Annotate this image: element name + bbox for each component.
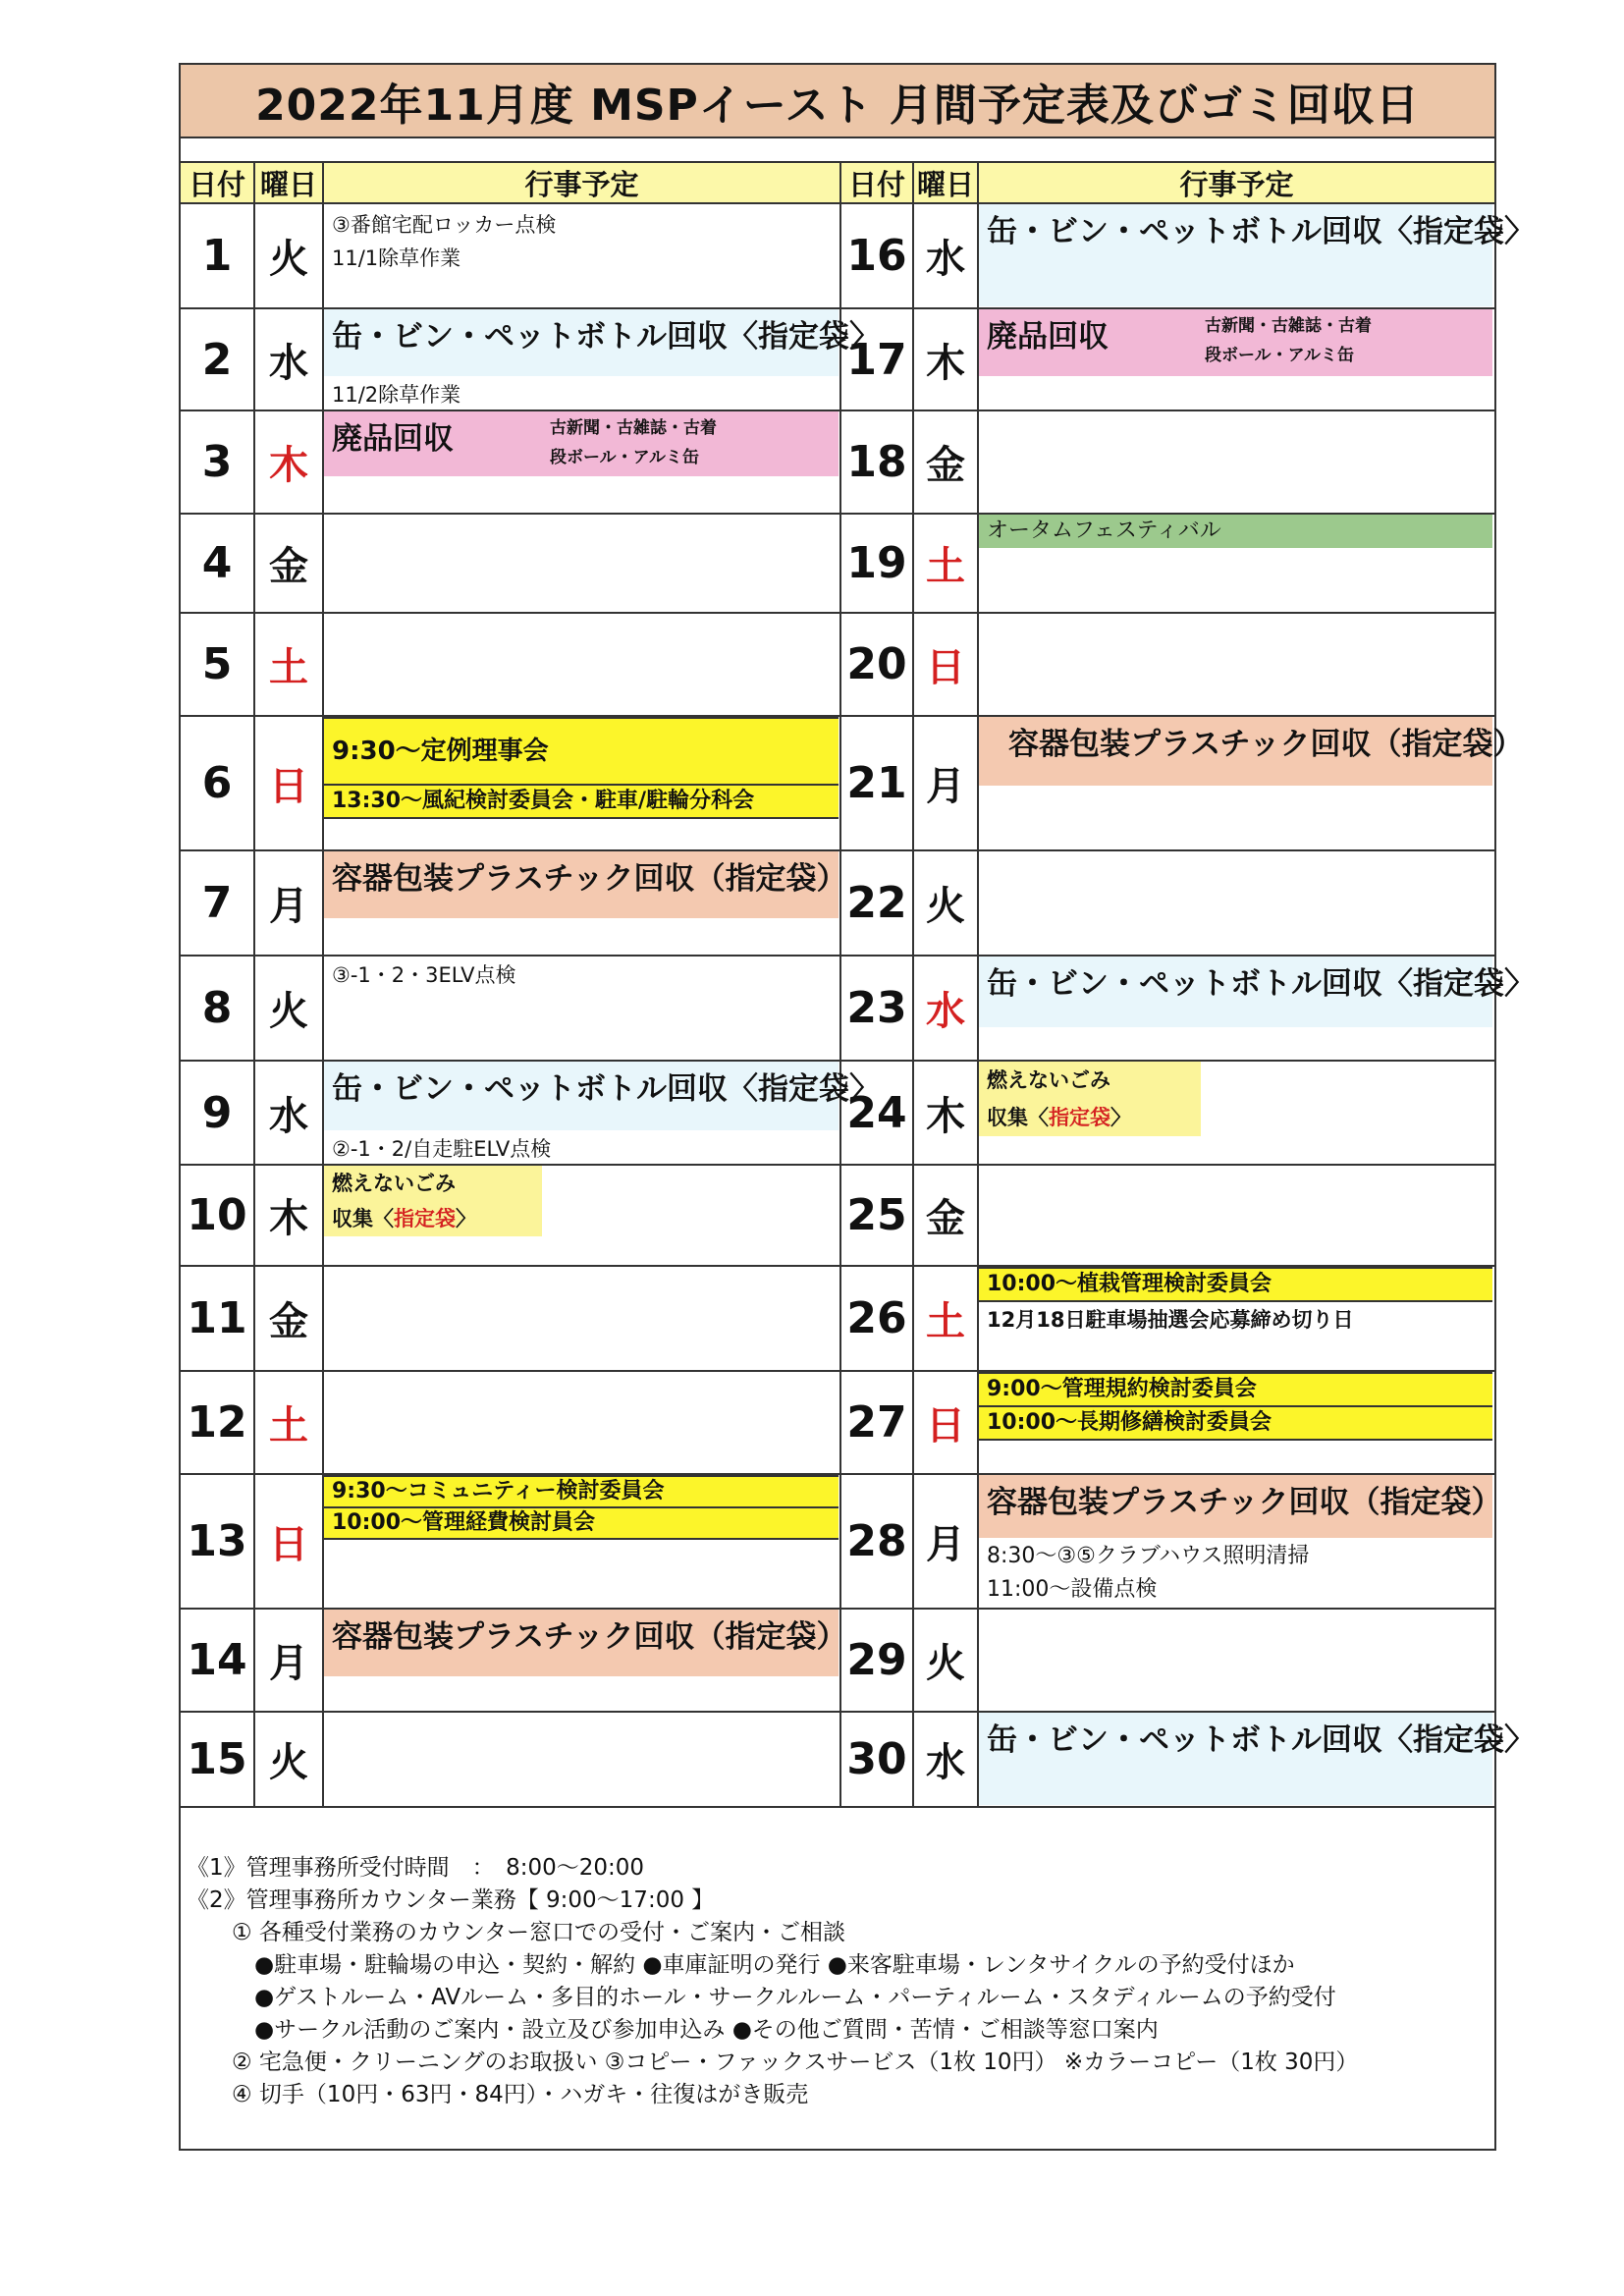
schedule-row — [841, 1166, 1494, 1267]
events-cell — [979, 515, 1494, 612]
schedule-row — [841, 1372, 1494, 1475]
day-number: 2 — [181, 309, 255, 410]
weekday: 火 — [914, 1610, 979, 1711]
schedule-row — [181, 957, 841, 1062]
event-item: 10:00～植栽管理検討委員会 — [979, 1267, 1492, 1302]
event-item: 11:00～設備点検 — [987, 1577, 1158, 1602]
event-item: 容器包装プラスチック回収（指定袋） — [324, 1610, 839, 1676]
weekday: 水 — [255, 309, 324, 410]
day-number: 11 — [181, 1267, 255, 1370]
schedule-row — [841, 204, 1535, 309]
weekday: 火 — [255, 1713, 324, 1806]
weekday: 金 — [914, 411, 979, 513]
schedule-row — [841, 1475, 1502, 1610]
event-item: 容器包装プラスチック回収（指定袋） — [324, 851, 839, 918]
day-number: 9 — [181, 1062, 255, 1164]
event-subnote: 段ボール・アルミ缶 — [1205, 346, 1354, 365]
day-number: 6 — [181, 717, 255, 849]
day-number: 18 — [841, 411, 914, 513]
day-number: 5 — [181, 614, 255, 715]
weekday: 水 — [914, 204, 979, 307]
page-title: 2022年11月度 MSPイースト 月間予定表及びゴミ回収日 — [181, 65, 1494, 138]
events-cell — [324, 717, 841, 849]
day-number: 15 — [181, 1713, 255, 1806]
events-cell — [324, 957, 841, 1060]
events-cell — [324, 1267, 841, 1370]
weekday: 水 — [914, 957, 979, 1060]
designated-bag-label: 指定袋 — [1049, 1106, 1110, 1129]
event-item: 燃えないごみ — [324, 1166, 542, 1201]
day-number: 19 — [841, 515, 914, 612]
day-number: 25 — [841, 1166, 914, 1265]
day-number: 22 — [841, 851, 914, 955]
schedule-row — [841, 1610, 1494, 1713]
schedule-row — [181, 717, 841, 851]
schedule-row — [181, 1475, 841, 1610]
event-item: 12月18日駐車場抽選会応募締め切り日 — [987, 1308, 1354, 1332]
weekday: 水 — [255, 1062, 324, 1164]
day-number: 17 — [841, 309, 914, 410]
event-subnote: 段ボール・アルミ缶 — [550, 448, 699, 467]
event-item: 缶・ビン・ペットボトル回収〈指定袋〉 — [324, 309, 839, 376]
events-cell — [979, 957, 1535, 1060]
schedule-row — [181, 1372, 841, 1475]
events-cell — [324, 1166, 841, 1265]
event-item: 廃品回収 古新聞・古雑誌・古着 段ボール・アルミ缶 — [324, 411, 839, 476]
note-line: ① 各種受付業務のカウンター窓口での受付・ご案内・ご相談 — [187, 1920, 846, 1945]
events-cell — [979, 1475, 1502, 1608]
events-cell — [324, 614, 841, 715]
schedule-row — [841, 851, 1494, 957]
event-item: 廃品回収 古新聞・古雑誌・古着 段ボール・アルミ缶 — [979, 309, 1492, 376]
header-weekday: 曜日 — [914, 161, 979, 204]
events-cell — [979, 1713, 1535, 1806]
day-number: 30 — [841, 1713, 914, 1806]
office-notes — [187, 1852, 1358, 2111]
day-number: 10 — [181, 1166, 255, 1265]
day-number: 4 — [181, 515, 255, 612]
weekday: 土 — [255, 1372, 324, 1473]
schedule-row — [181, 515, 841, 614]
schedule-row — [841, 309, 1494, 411]
weekday: 火 — [255, 204, 324, 307]
header-events: 行事予定 — [979, 161, 1494, 204]
day-number: 28 — [841, 1475, 914, 1608]
events-cell — [324, 411, 841, 513]
day-number: 12 — [181, 1372, 255, 1473]
day-number: 3 — [181, 411, 255, 513]
event-subnote: 古新聞・古雑誌・古着 — [1205, 316, 1372, 336]
event-item: 10:00～長期修繕検討委員会 — [979, 1405, 1492, 1441]
event-item: 燃えないごみ — [979, 1062, 1201, 1099]
weekday: 日 — [255, 1475, 324, 1608]
day-number: 13 — [181, 1475, 255, 1608]
event-subnote: 古新聞・古雑誌・古着 — [550, 418, 717, 438]
event-item: オータムフェスティバル — [979, 515, 1492, 548]
events-cell — [324, 1372, 841, 1473]
weekday: 木 — [255, 1166, 324, 1265]
event-item: 缶・ビン・ペットボトル回収〈指定袋〉 — [979, 204, 1492, 306]
weekday: 月 — [914, 717, 979, 849]
note-line: 《2》管理事務所カウンター業務【 9:00～17:00 】 — [187, 1887, 715, 1913]
weekday: 金 — [255, 515, 324, 612]
events-cell — [979, 1372, 1494, 1473]
schedule-row — [181, 614, 841, 717]
weekday: 火 — [914, 851, 979, 955]
event-item: 9:30～コミュニティー検討委員会 — [324, 1475, 839, 1508]
note-line: ② 宅急便・クリーニングのお取扱い ③コピー・ファックスサービス（1枚 10円） ※カラーコピー（1枚 30円） — [187, 2050, 1359, 2075]
day-number: 20 — [841, 614, 914, 715]
day-number: 7 — [181, 851, 255, 955]
schedule-row — [181, 1267, 841, 1372]
event-item: 収集〈指定袋〉 — [979, 1099, 1201, 1136]
weekday: 土 — [255, 614, 324, 715]
events-cell — [324, 1475, 841, 1608]
note-line: ④ 切手（10円・63円・84円）・ハガキ・往復はがき販売 — [187, 2082, 809, 2107]
events-cell — [324, 515, 841, 612]
schedule-row — [181, 851, 847, 957]
events-cell — [979, 1166, 1494, 1265]
weekday: 日 — [914, 614, 979, 715]
weekday: 火 — [255, 957, 324, 1060]
events-cell — [979, 204, 1535, 307]
events-cell — [979, 1267, 1494, 1370]
events-cell — [979, 614, 1494, 715]
schedule-row — [841, 957, 1535, 1062]
weekday: 日 — [255, 717, 324, 849]
event-item: 缶・ビン・ペットボトル回収〈指定袋〉 — [324, 1062, 839, 1130]
header-weekday: 曜日 — [255, 161, 324, 204]
event-item: 11/2除草作業 — [332, 383, 461, 407]
events-cell — [979, 717, 1524, 849]
day-number: 21 — [841, 717, 914, 849]
weekday: 金 — [255, 1267, 324, 1370]
header-events: 行事予定 — [324, 161, 841, 204]
weekday: 木 — [914, 1062, 979, 1164]
schedule-row — [841, 515, 1494, 614]
events-cell — [324, 204, 841, 307]
events-cell — [979, 851, 1494, 955]
event-item: 収集〈指定袋〉 — [324, 1201, 542, 1236]
note-line: ●駐車場・駐輪場の申込・契約・解約 ●車庫証明の発行 ●来客駐車場・レンタサイクルの予約受付ほか — [187, 1952, 1295, 1978]
note-line: 《1》管理事務所受付時間 ： 8:00～20:00 — [187, 1855, 645, 1881]
event-item: 11/1除草作業 — [332, 246, 461, 270]
schedule-row — [841, 1267, 1494, 1372]
day-number: 23 — [841, 957, 914, 1060]
event-item: 10:00～管理経費検討員会 — [324, 1506, 839, 1540]
weekday: 月 — [914, 1475, 979, 1608]
event-item: 容器包装プラスチック回収（指定袋） — [979, 717, 1492, 786]
schedule-row — [841, 411, 1494, 515]
header-day: 日付 — [841, 161, 914, 204]
weekday: 木 — [914, 309, 979, 410]
schedule-sheet — [179, 63, 1535, 2151]
note-line: ●サークル活動のご案内・設立及び参加申込み ●その他ご質問・苦情・ご相談等窓口案内 — [187, 2017, 1159, 2043]
weekday: 日 — [914, 1372, 979, 1473]
events-cell — [324, 1713, 841, 1806]
weekday: 木 — [255, 411, 324, 513]
weekday: 土 — [914, 515, 979, 612]
weekday: 月 — [255, 851, 324, 955]
event-item: ③番館宅配ロッカー点検 — [332, 213, 557, 237]
event-item: 缶・ビン・ペットボトル回収〈指定袋〉 — [979, 957, 1492, 1027]
schedule-row — [181, 411, 841, 515]
day-number: 26 — [841, 1267, 914, 1370]
event-item: 13:30～風紀検討委員会・駐車/駐輪分科会 — [324, 784, 839, 819]
event-item: 缶・ビン・ペットボトル回収〈指定袋〉 — [979, 1713, 1492, 1805]
weekday: 土 — [914, 1267, 979, 1370]
day-number: 24 — [841, 1062, 914, 1164]
designated-bag-label: 指定袋 — [394, 1207, 456, 1230]
schedule-row — [181, 1610, 847, 1713]
day-number: 27 — [841, 1372, 914, 1473]
events-cell — [979, 1062, 1494, 1164]
event-item: 9:30～定例理事会 — [324, 717, 839, 786]
weekday: 金 — [914, 1166, 979, 1265]
day-number: 8 — [181, 957, 255, 1060]
schedule-row — [181, 1166, 841, 1267]
event-item: ③‐1・2・3ELV点検 — [332, 963, 516, 987]
events-cell — [324, 851, 847, 955]
weekday: 月 — [255, 1610, 324, 1711]
event-item: ②‐1・2/自走駐ELV点検 — [332, 1137, 552, 1161]
day-number: 1 — [181, 204, 255, 307]
schedule-row — [181, 1713, 841, 1808]
day-number: 16 — [841, 204, 914, 307]
header-day: 日付 — [181, 161, 255, 204]
event-item: 8:30～③⑤クラブハウス照明清掃 — [987, 1544, 1310, 1568]
day-number: 14 — [181, 1610, 255, 1711]
events-cell — [324, 1610, 847, 1711]
events-cell — [979, 1610, 1494, 1711]
events-cell — [979, 411, 1494, 513]
schedule-row — [181, 204, 841, 309]
day-number: 29 — [841, 1610, 914, 1711]
schedule-row — [841, 614, 1494, 717]
schedule-row — [841, 1713, 1535, 1808]
schedule-row — [841, 717, 1524, 851]
note-line: ●ゲストルーム・AVルーム・多目的ホール・サークルルーム・パーティルーム・スタディルームの予約受付 — [187, 1985, 1336, 2010]
schedule-row — [841, 1062, 1494, 1166]
weekday: 水 — [914, 1713, 979, 1806]
event-item: 容器包装プラスチック回収（指定袋） — [979, 1475, 1492, 1538]
event-item: 9:00～管理規約検討委員会 — [979, 1372, 1492, 1407]
events-cell — [979, 309, 1494, 410]
